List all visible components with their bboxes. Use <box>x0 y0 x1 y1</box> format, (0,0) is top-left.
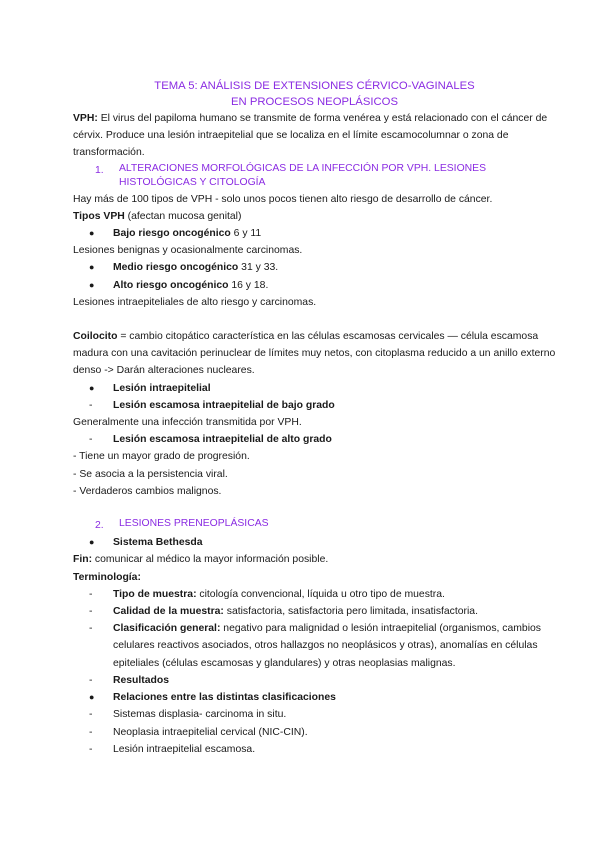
dash-relacion-item <box>89 706 556 723</box>
coilocito-text: = cambio citopático característica en las células escamosas cervicales — célula escamosa madura con una cavitación perinuclear de límites muy netos, con citoplasma reducido a un anillo externo denso -> Darán alteraciones nucleares. <box>73 331 556 377</box>
title-line-2: EN PROCESOS NEOPLÁSICOS <box>231 96 398 108</box>
bajo-riesgo-value: 6 y 11 <box>230 228 262 240</box>
relacion-item-text: Lesión intraepitelial escamosa. <box>113 743 256 755</box>
coilocito-paragraph <box>73 328 556 380</box>
dash-marker: - <box>89 623 93 635</box>
section-1-number: 1. <box>95 164 104 176</box>
bullet-medio-riesgo <box>89 259 556 276</box>
section-2-number: 2. <box>95 520 104 532</box>
section-2-heading <box>95 517 556 534</box>
fin-label: Fin: <box>73 554 93 566</box>
alto-riesgo-value: 16 y 18. <box>228 279 269 291</box>
bullet-relaciones <box>89 689 556 706</box>
dash-relacion-item <box>89 741 556 758</box>
alto-grado-item: - Se asocia a la persistencia viral. <box>73 468 228 480</box>
title-line-1: TEMA 5: ANÁLISIS DE EXTENSIONES CÉRVICO-VAGINALES <box>154 80 475 92</box>
fin-line <box>73 551 556 568</box>
bullet-sistema-bethesda <box>89 534 556 551</box>
medio-riesgo-label: Medio riesgo oncogénico <box>113 262 239 274</box>
bajo-riesgo-note: Lesiones benignas y ocasionalmente carcinomas. <box>73 245 303 257</box>
dash-marker: - <box>89 606 93 618</box>
vph-types-count: Hay más de 100 tipos de VPH - solo unos pocos tienen alto riesgo de desarrollo de cáncer. <box>73 193 493 205</box>
terminologia-label: Terminología: <box>73 571 141 583</box>
relaciones-label: Relaciones entre las distintas clasificaciones <box>113 692 336 704</box>
dash-relacion-item <box>89 724 556 741</box>
clasificacion-general-label: Clasificación general: <box>113 623 221 635</box>
dash-marker: - <box>89 743 93 755</box>
relacion-item-text: Sistemas displasia- carcinoma in situ. <box>113 709 287 721</box>
resultados-label: Resultados <box>113 674 170 686</box>
intro-paragraph <box>73 110 556 162</box>
dash-marker: - <box>89 588 93 600</box>
dash-lesion-bajo-grado <box>89 397 556 414</box>
bullet-marker: ● <box>89 692 95 703</box>
dash-marker: - <box>89 399 93 411</box>
tipos-vph-line <box>73 208 556 225</box>
section-1-title: ALTERACIONES MORFOLÓGICAS DE LA INFECCIÓN POR VPH. LESIONES HISTOLÓGICAS Y CITOLOGÍA <box>119 162 487 189</box>
document-title <box>73 78 556 110</box>
dash-marker: - <box>89 726 93 738</box>
bullet-marker: ● <box>89 279 95 290</box>
bullet-lesion-intraepitelial <box>89 380 556 397</box>
dash-tipo-muestra <box>89 586 556 603</box>
lesion-intraepitelial-label: Lesión intraepitelial <box>113 382 211 394</box>
clasificacion-general-text: negativo para malignidad o lesión intraepitelial (organismos, cambios celulares reactivos asociados, otros hallazgos no neoplásicos y otras), anomalías en células epiteliales (células escamosas y glandulares) y otras neoplasias malignas. <box>113 623 541 669</box>
terminologia-heading <box>73 569 556 586</box>
bullet-marker: ● <box>89 228 95 239</box>
tipo-muestra-label: Tipo de muestra: <box>113 588 197 600</box>
dash-marker: - <box>89 709 93 721</box>
alto-grado-item: - Tiene un mayor grado de progresión. <box>73 451 250 463</box>
lesion-alto-grado-label: Lesión escamosa intraepitelial de alto grado <box>113 434 332 446</box>
lesion-bajo-grado-label: Lesión escamosa intraepitelial de bajo grado <box>113 399 335 411</box>
lesion-bajo-grado-note: Generalmente una infección transmitida por VPH. <box>73 417 302 429</box>
dash-calidad-muestra <box>89 603 556 620</box>
dash-resultados <box>89 672 556 689</box>
bullet-marker: ● <box>89 537 95 548</box>
dash-lesion-alto-grado <box>89 431 556 448</box>
section-1-heading <box>95 162 556 191</box>
tipos-vph-label: Tipos VPH <box>73 210 125 222</box>
alto-riesgo-note: Lesiones intraepiteliales de alto riesgo y carcinomas. <box>73 296 317 308</box>
tipo-muestra-text: citología convencional, líquida u otro tipo de muestra. <box>196 588 445 600</box>
section-2-title: LESIONES PRENEOPLÁSICAS <box>119 518 269 530</box>
relacion-item-text: Neoplasia intraepitelial cervical (NIC-CIN). <box>113 726 308 738</box>
dash-clasificacion-general <box>89 620 556 672</box>
bajo-riesgo-label: Bajo riesgo oncogénico <box>113 228 231 240</box>
medio-riesgo-value: 31 y 33. <box>238 262 279 274</box>
vph-text: El virus del papiloma humano se transmite de forma venérea y está relacionado con el cáncer de cérvix. Produce una lesión intraepitelial que se localiza en el límite escamocolumnar o zona de transformación. <box>73 113 548 159</box>
fin-text: comunicar al médico la mayor información posible. <box>92 554 329 566</box>
alto-riesgo-label: Alto riesgo oncogénico <box>113 279 229 291</box>
sistema-bethesda-label: Sistema Bethesda <box>113 537 203 549</box>
bullet-marker: ● <box>89 262 95 273</box>
vph-label: VPH: <box>73 113 98 124</box>
alto-grado-item: - Verdaderos cambios malignos. <box>73 485 222 497</box>
dash-marker: - <box>89 434 93 446</box>
dash-marker: - <box>89 674 93 686</box>
bullet-bajo-riesgo <box>89 225 556 242</box>
coilocito-label: Coilocito <box>73 331 118 343</box>
tipos-vph-rest: (afectan mucosa genital) <box>124 210 242 222</box>
calidad-muestra-text: satisfactoria, satisfactoria pero limitada, insatisfactoria. <box>223 606 478 618</box>
bullet-alto-riesgo <box>89 277 556 294</box>
calidad-muestra-label: Calidad de la muestra: <box>113 606 224 618</box>
bullet-marker: ● <box>89 382 95 393</box>
